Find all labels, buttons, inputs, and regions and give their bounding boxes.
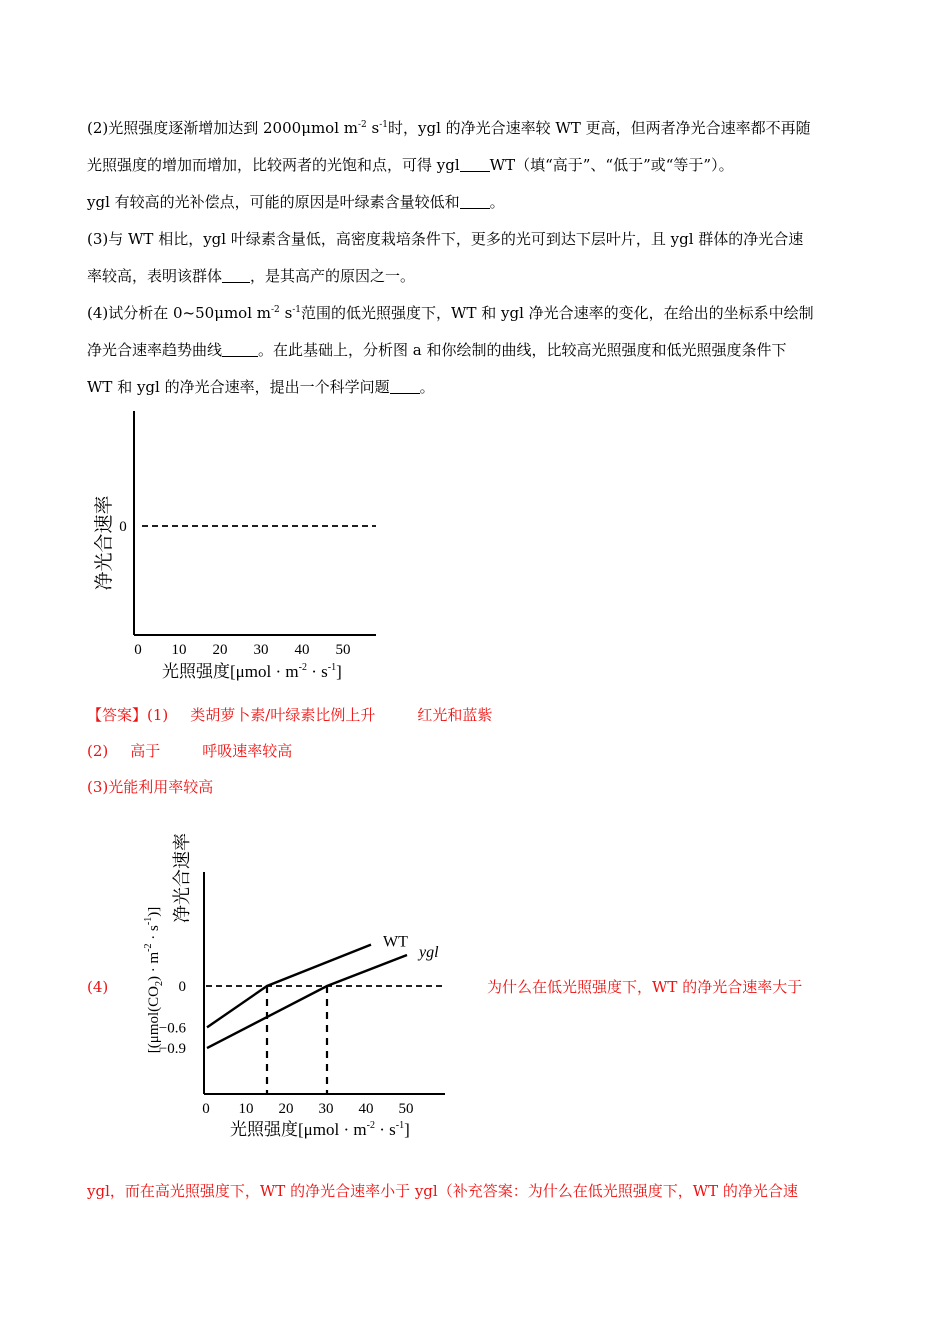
- question-p4-line2: 净光合速率趋势曲线 。在此基础上，分析图 a 和你绘制的曲线，比较高光照强度和低光照强度条件下: [87, 341, 787, 359]
- x-tick-label: 30: [253, 642, 269, 658]
- x-tick-label: 30: [318, 1101, 334, 1117]
- x-axis-label: 光照强度$[\mu mol \cdot m^{-2} \cdot s^{-1}]$: [162, 662, 342, 682]
- x-tick-labels: [134, 642, 350, 658]
- question-p4-line1: (4)试分析在 0~50μmol $m^{-2}$ $s^{-1}$范围的低光照强度下，WT 和 ygl 净光合速率的变化，在给出的坐标系中绘制: [87, 304, 814, 322]
- x-axis-label: 光照强度$[\mu mol \cdot m^{-2} \cdot s^{-1}]$: [230, 1120, 410, 1140]
- x-tick-labels: [202, 1101, 413, 1117]
- answer-line-2: (2) 高于 呼吸速率较高: [87, 742, 293, 760]
- answer-blank[interactable]: [460, 157, 490, 172]
- answer-blank[interactable]: [460, 194, 490, 209]
- x-tick-label: 0: [134, 642, 142, 658]
- answer-4-text-line2: ygl，而在高光照强度下，WT 的净光合速率小于 ygl（补充答案：为什么在低光照强度下，WT 的净光合速: [87, 1182, 798, 1200]
- question-p3-line2: 率较高，表明该群体 ，是其高产的原因之一。: [87, 267, 416, 285]
- answer-4-text-line1: 为什么在低光照强度下，WT 的净光合速率大于: [487, 978, 803, 996]
- y-axis-label: 净光合速率: [172, 833, 193, 923]
- question-p2-line2: 光照强度的增加而增加，比较两者的光饱和点，可得 ygl WT（填“高于”、“低于”或“等于”）。: [87, 156, 734, 174]
- x-tick-label: 20: [212, 642, 228, 658]
- y-axis-label: 净光合速率: [93, 495, 115, 591]
- answer-line-1: 【答案】(1) 类胡萝卜素/叶绿素比例上升 红光和蓝紫: [87, 706, 493, 724]
- question-p4-line3: WT 和 ygl 的净光合速率，提出一个科学问题 。: [87, 378, 435, 396]
- answer-blank[interactable]: [222, 268, 250, 283]
- series-label-ygl: ygl: [419, 943, 439, 961]
- answer-chart: [130, 812, 470, 1147]
- question-p2-line1: (2)光照强度逐渐增加达到 2000μmol $m^{-2}$ $s^{-1}$时，ygl 的净光合速率较 WT 更高，但两者净光合速率都不再随: [87, 119, 811, 137]
- question-p2-line3: ygl 有较高的光补偿点，可能的原因是叶绿素含量较低和 。: [87, 193, 505, 211]
- answer-4-number: (4): [87, 978, 109, 996]
- question-p3-line1: (3)与 WT 相比，ygl 叶绿素含量低，高密度栽培条件下，更多的光可到达下层叶片，且 ygl 群体的净光合速: [87, 230, 804, 248]
- series-label-wt: WT: [383, 933, 408, 951]
- y-zero-label: 0: [119, 519, 127, 535]
- x-tick-label: 10: [171, 642, 187, 658]
- y-axis-unit-label: $[(\mu mol(CO_2) \cdot m^{-2} \cdot s^{-1})]$: [143, 906, 165, 1054]
- x-tick-label: 10: [238, 1101, 254, 1117]
- answer-blank[interactable]: [222, 342, 258, 357]
- x-tick-label: 50: [398, 1101, 414, 1117]
- x-tick-label: 40: [358, 1101, 374, 1117]
- y-tick-label: −0.9: [158, 1041, 186, 1058]
- answer-blank[interactable]: [390, 379, 420, 394]
- x-tick-label: 50: [335, 642, 351, 658]
- y-tick-label: 0: [178, 979, 186, 995]
- empty-axes-figure: [80, 405, 400, 690]
- plot-area: [206, 934, 445, 1094]
- answer-line-3: (3)光能利用率较高: [87, 778, 214, 796]
- y-tick-labels: [159, 979, 187, 1057]
- x-tick-label: 0: [202, 1101, 210, 1117]
- y-tick-label: −0.6: [158, 1020, 186, 1037]
- x-tick-label: 40: [294, 642, 310, 658]
- x-tick-label: 20: [278, 1101, 294, 1117]
